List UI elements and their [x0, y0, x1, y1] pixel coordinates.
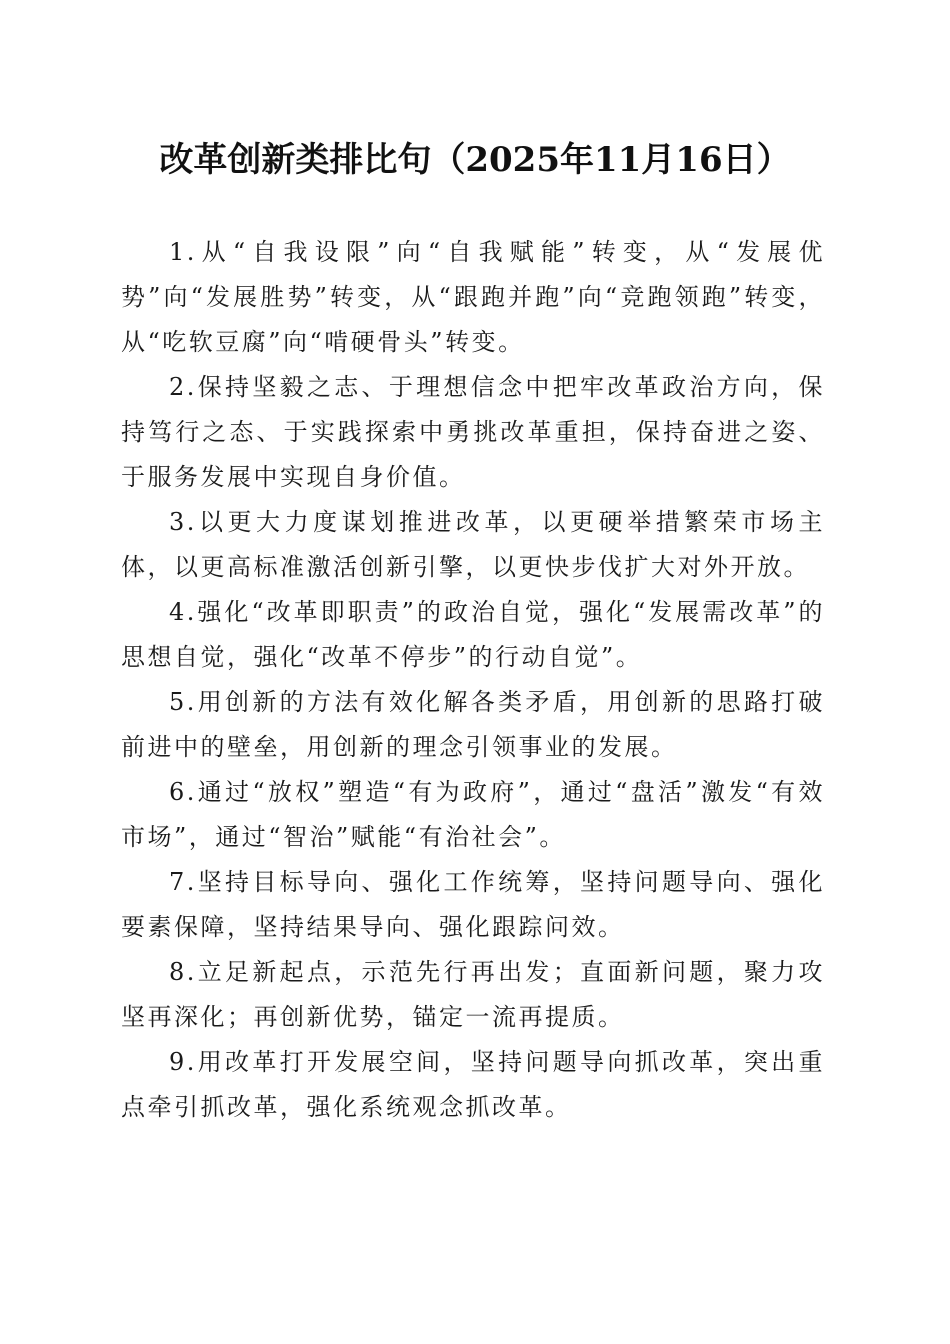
- paragraph-4: 4.强化“改革即职责”的政治自觉，强化“发展需改革”的思想自觉，强化“改革不停步”的行动自觉”。: [121, 598, 825, 671]
- document-body: [121, 230, 825, 1130]
- paragraph-5: 5.用创新的方法有效化解各类矛盾，用创新的思路打破前进中的壁垒，用创新的理念引领事业的发展。: [121, 688, 825, 761]
- paragraph-2: 2.保持坚毅之志、于理想信念中把牢改革政治方向，保持笃行之态、于实践探索中勇挑改革重担，保持奋进之姿、于服务发展中实现自身价值。: [121, 373, 825, 491]
- paragraph-3: 3.以更大力度谋划推进改革，以更硬举措繁荣市场主体，以更高标准激活创新引擎，以更快步伐扩大对外开放。: [121, 508, 825, 581]
- paragraph-1: 1.从“自我设限”向“自我赋能”转变，从“发展优势”向“发展胜势”转变，从“跟跑并跑”向“竞跑领跑”转变，从“吃软豆腐”向“啃硬骨头”转变。: [121, 238, 825, 356]
- paragraph-8: 8.立足新起点，示范先行再出发；直面新问题，聚力攻坚再深化；再创新优势，锚定一流再提质。: [121, 958, 825, 1031]
- paragraph-9: 9.用改革打开发展空间，坚持问题导向抓改革，突出重点牵引抓改革，强化系统观念抓改革。: [121, 1048, 825, 1121]
- paragraph-7: 7.坚持目标导向、强化工作统筹，坚持问题导向、强化要素保障，坚持结果导向、强化跟踪问效。: [121, 868, 825, 941]
- document-title: 改革创新类排比句（2025年11月16日）: [159, 140, 791, 180]
- paragraph-6: 6.通过“放权”塑造“有为政府”，通过“盘活”激发“有效市场”，通过“智治”赋能“有治社会”。: [121, 778, 825, 851]
